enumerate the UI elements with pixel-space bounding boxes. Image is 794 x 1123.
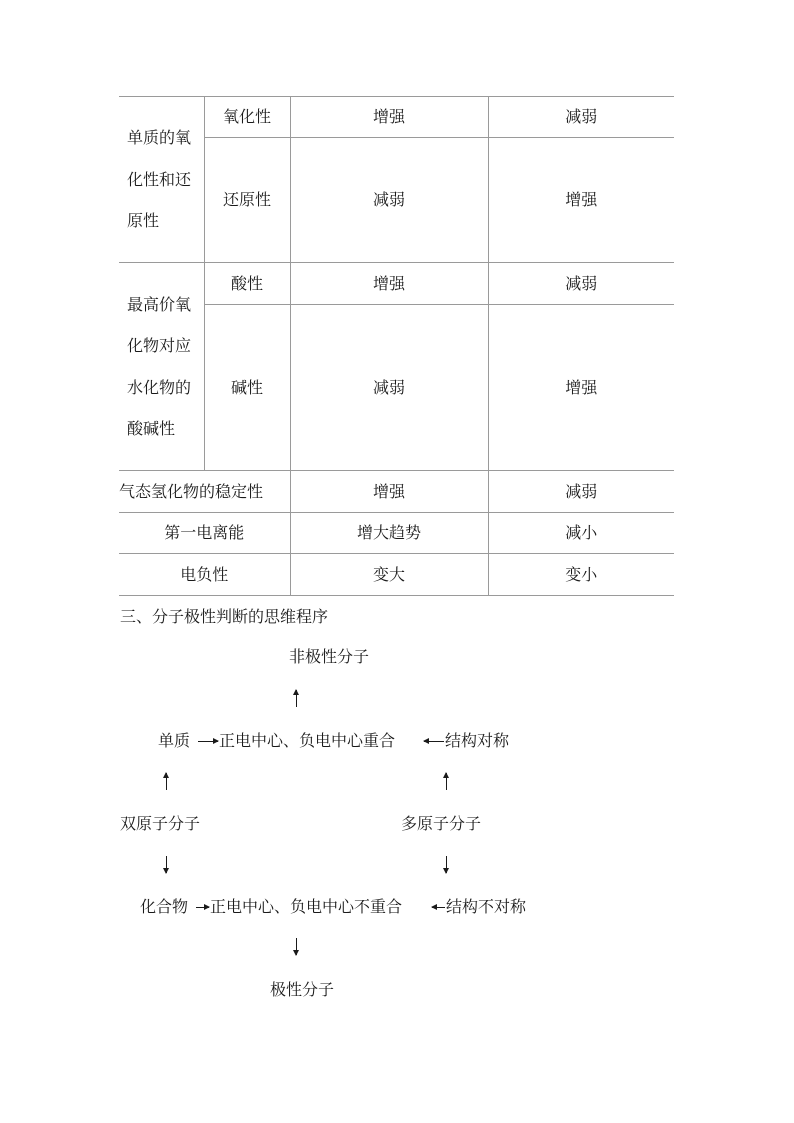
cell: 减小 (488, 513, 674, 554)
table-row (119, 471, 674, 513)
arrow-down-icon (446, 856, 447, 873)
row-label: 气态氢化物的稳定性 (119, 471, 290, 513)
arrow-right-icon (198, 741, 218, 742)
cell: 变小 (488, 554, 674, 596)
cell: 增强 (488, 305, 674, 471)
cell: 减弱 (488, 471, 674, 513)
arrow-up-icon (166, 773, 167, 790)
cell: 减弱 (488, 263, 674, 305)
row-label: 酸性 (204, 263, 290, 305)
cell: 增强 (290, 471, 488, 513)
asymmetric-structure-label: 结构不对称 (446, 897, 527, 916)
cell: 增大趋势 (290, 513, 488, 554)
properties-table (119, 96, 674, 596)
polyatomic-molecule-label: 多原子分子 (401, 814, 482, 833)
arrow-up-icon (296, 690, 297, 707)
row-label: 还原性 (204, 138, 290, 263)
table-row (119, 513, 674, 554)
arrow-up-icon (446, 773, 447, 790)
row-label: 氧化性 (204, 97, 290, 138)
cell: 变大 (290, 554, 488, 596)
diatomic-molecule-label: 双原子分子 (120, 814, 201, 833)
arrow-down-icon (166, 856, 167, 873)
polar-molecule-label: 极性分子 (270, 980, 335, 999)
category-acid-base: 最高价氧化物对应水化物的酸碱性 (119, 263, 204, 471)
cell: 增强 (488, 138, 674, 263)
cell: 减弱 (290, 138, 488, 263)
arrow-left-icon (424, 741, 444, 742)
nonpolar-molecule-label: 非极性分子 (289, 647, 370, 666)
row-label: 电负性 (119, 554, 290, 596)
cell: 减弱 (290, 305, 488, 471)
compound-label: 化合物 (140, 897, 189, 916)
row-label: 第一电离能 (119, 513, 290, 554)
charge-center-not-coincide-label: 正电中心、负电中心不重合 (210, 897, 403, 916)
table-row (119, 554, 674, 596)
arrow-right-icon (196, 907, 209, 908)
row-label: 碱性 (204, 305, 290, 471)
cell: 增强 (290, 97, 488, 138)
arrow-down-icon (296, 938, 297, 955)
section-title: 三、分子极性判断的思维程序 (120, 607, 329, 626)
category-redox: 单质的氧化性和还原性 (119, 97, 204, 263)
table-row (119, 97, 674, 138)
cell: 增强 (290, 263, 488, 305)
arrow-left-icon (432, 907, 445, 908)
symmetric-structure-label: 结构对称 (445, 731, 510, 750)
elemental-label: 单质 (158, 731, 191, 750)
table-row (119, 263, 674, 305)
charge-center-coincide-label: 正电中心、负电中心重合 (219, 731, 396, 750)
cell: 减弱 (488, 97, 674, 138)
